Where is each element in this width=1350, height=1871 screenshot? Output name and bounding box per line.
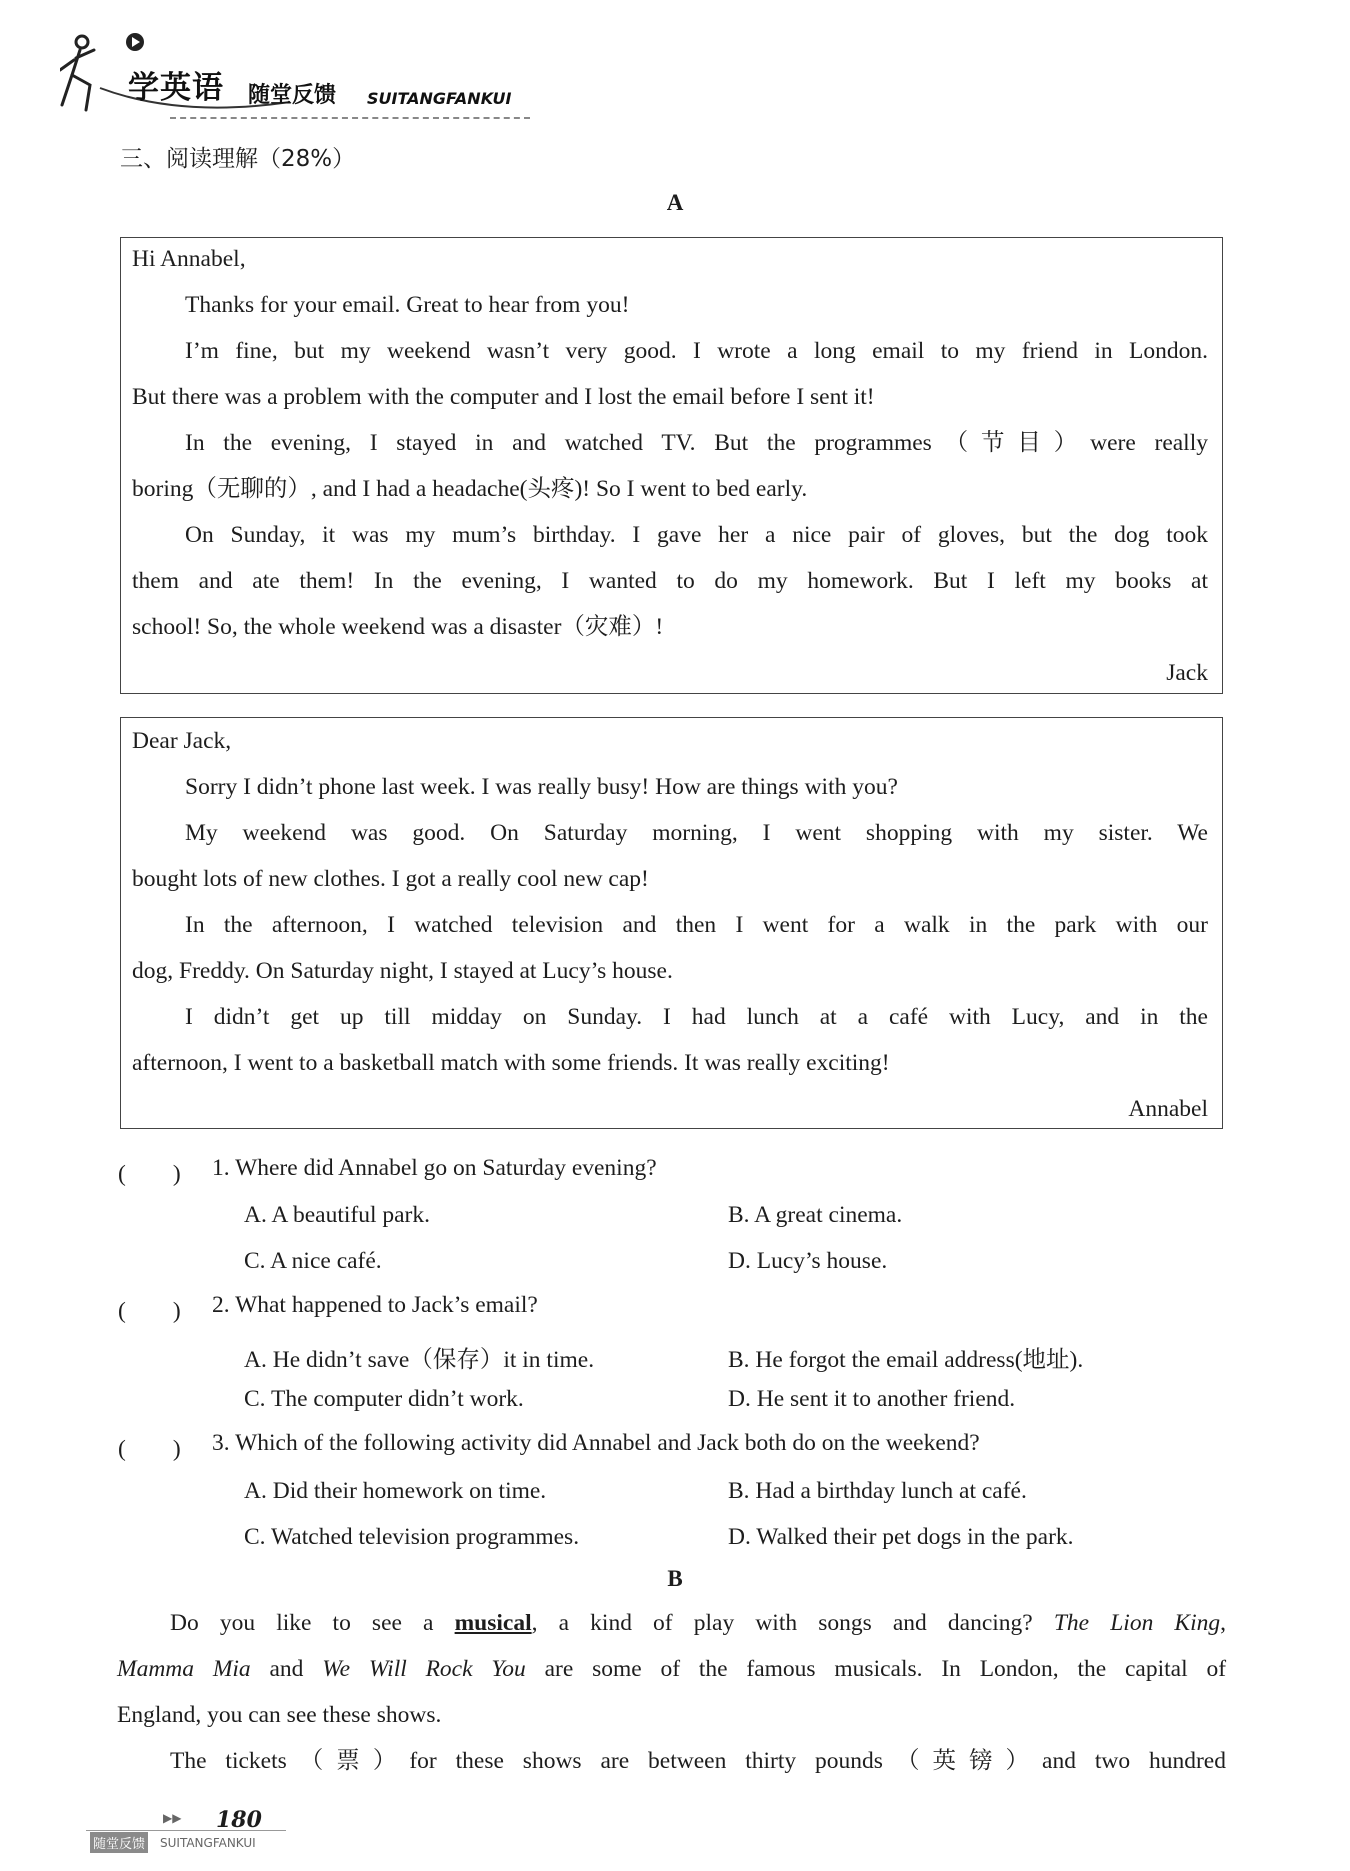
letter-line: My weekend was good. On Saturday morning, I went shopping with my sister. We: [185, 820, 1208, 846]
runner-logo-icon: [60, 36, 94, 110]
letter-line: Thanks for your email. Great to hear from you!: [185, 292, 630, 318]
answer-blank[interactable]: ( ): [118, 1161, 181, 1187]
letter-greeting: Dear Jack,: [132, 728, 232, 754]
option-a: A. A beautiful park.: [244, 1202, 431, 1228]
page-number: 180: [216, 1807, 262, 1833]
option-d: D. Walked their pet dogs in the park.: [728, 1524, 1074, 1550]
letter-line: In the afternoon, I watched television and then I went for a walk in the park with our: [185, 912, 1208, 938]
letter-line: On Sunday, it was my mum’s birthday. I gave her a nice pair of gloves, but the dog took: [185, 522, 1208, 548]
question-text: 2. What happened to Jack’s email?: [212, 1292, 538, 1318]
letter-line: boring（无聊的）, and I had a headache(头疼)! So I went to bed early.: [132, 476, 808, 502]
letter-line: In the evening, I stayed in and watched TV. But the programmes（节目）were really: [185, 430, 1208, 456]
answer-blank[interactable]: ( ): [118, 1298, 181, 1324]
footer-pinyin: SUITANGFANKUI: [160, 1836, 256, 1850]
logo-subtitle: 随堂反馈: [248, 83, 337, 108]
section-title: 三、阅读理解（28%）: [120, 146, 356, 172]
letter-line: Sorry I didn’t phone last week. I was really busy! How are things with you?: [185, 774, 898, 800]
option-a: A. He didn’t save（保存）it in time.: [244, 1347, 595, 1373]
letter-line: dog, Freddy. On Saturday night, I stayed at Lucy’s house.: [132, 958, 673, 984]
letter-greeting: Hi Annabel,: [132, 246, 246, 272]
letter-signature: Annabel: [1128, 1096, 1208, 1122]
option-d: D. He sent it to another friend.: [728, 1386, 1016, 1412]
passage-line: Do you like to see a musical, a kind of play with songs and dancing? The Lion King,: [170, 1610, 1227, 1636]
passage-line: England, you can see these shows.: [117, 1702, 442, 1728]
passage-line: The tickets（票）for these shows are between thirty pounds（英镑）and two hundred: [170, 1748, 1226, 1774]
show-title: Mamma Mia: [117, 1656, 251, 1682]
option-a: A. Did their homework on time.: [244, 1478, 547, 1504]
letter-line: But there was a problem with the computer and I lost the email before I sent it!: [132, 384, 875, 410]
letter-line: them and ate them! In the evening, I wanted to do my homework. But I left my books at: [132, 568, 1208, 594]
letter-line: I’m fine, but my weekend wasn’t very good. I wrote a long email to my friend in London.: [185, 338, 1208, 364]
letter-line: I didn’t get up till midday on Sunday. I had lunch at a café with Lucy, and in the: [185, 1004, 1208, 1030]
letter-line: school! So, the whole weekend was a disaster（灾难）!: [132, 614, 664, 640]
passage-line: Mamma Mia and We Will Rock You are some of the famous musicals. In London, the capital of: [117, 1656, 1227, 1682]
show-title: The Lion King: [1053, 1610, 1221, 1636]
footer-divider: [86, 1830, 286, 1831]
question-text: 3. Which of the following activity did Annabel and Jack both do on the weekend?: [212, 1430, 980, 1456]
option-c: C. Watched television programmes.: [244, 1524, 580, 1550]
question-text: 1. Where did Annabel go on Saturday evening?: [212, 1155, 657, 1181]
option-b: B. He forgot the email address(地址).: [728, 1347, 1084, 1373]
keyword-musical: musical: [454, 1610, 532, 1636]
page-arrow-icon: ▶▶: [163, 1811, 182, 1825]
footer-tag: 随堂反馈: [90, 1832, 148, 1853]
part-b-label: B: [667, 1566, 683, 1591]
option-d: D. Lucy’s house.: [728, 1248, 888, 1274]
letter-signature: Jack: [1166, 660, 1208, 686]
letter-line: afternoon, I went to a basketball match with some friends. It was really exciting!: [132, 1050, 890, 1076]
part-a-label: A: [666, 190, 684, 215]
logo-title: 学英语: [128, 70, 224, 106]
header-divider: [170, 117, 530, 119]
option-b: B. A great cinema.: [728, 1202, 903, 1228]
letter-line: bought lots of new clothes. I got a really cool new cap!: [132, 866, 649, 892]
option-c: C. The computer didn’t work.: [244, 1386, 524, 1412]
show-title: We Will Rock You: [322, 1656, 526, 1682]
logo-pinyin: SUITANGFANKUI: [367, 89, 512, 108]
option-b: B. Had a birthday lunch at café.: [728, 1478, 1027, 1504]
answer-blank[interactable]: ( ): [118, 1436, 181, 1462]
option-c: C. A nice café.: [244, 1248, 382, 1274]
